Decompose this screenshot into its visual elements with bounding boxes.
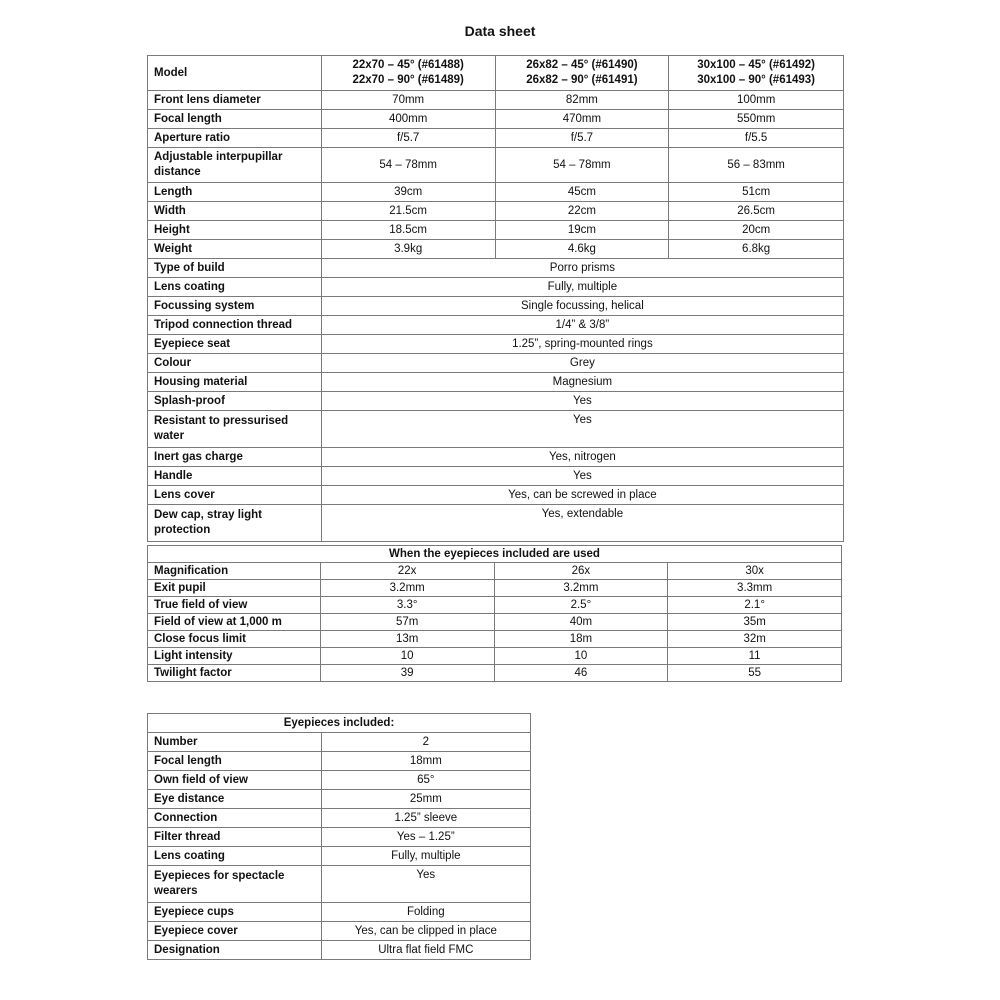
cell: 3.3mm [668, 580, 842, 597]
cell: Fully, multiple [321, 847, 530, 866]
cell: Yes [321, 411, 843, 448]
cell: Magnesium [321, 373, 843, 392]
table-row [148, 448, 844, 467]
cell: Yes, can be clipped in place [321, 922, 530, 941]
row-label: Lens coating [148, 278, 322, 297]
table-header-row [148, 714, 531, 733]
table-row [148, 941, 531, 960]
cell: Folding [321, 903, 530, 922]
row-label: Length [148, 183, 322, 202]
table-row [148, 335, 844, 354]
cell: 32m [668, 631, 842, 648]
row-label: Type of build [148, 259, 322, 278]
row-label: Eyepiece cups [148, 903, 322, 922]
table-row [148, 771, 531, 790]
table-row [148, 297, 844, 316]
cell: f/5.7 [321, 129, 495, 148]
model-cell: 22x70 – 45° (#61488) 22x70 – 90° (#61489) [321, 56, 495, 91]
row-label: Colour [148, 354, 322, 373]
table-row [148, 563, 842, 580]
cell: 26x [494, 563, 668, 580]
table-row [148, 597, 842, 614]
cell: 40m [494, 614, 668, 631]
table-row [148, 665, 842, 682]
cell: 39 [320, 665, 494, 682]
table-row [148, 809, 531, 828]
cell: 70mm [321, 91, 495, 110]
cell: Porro prisms [321, 259, 843, 278]
table-row [148, 752, 531, 771]
cell: 10 [494, 648, 668, 665]
row-label: Weight [148, 240, 322, 259]
model-cell: 26x82 – 45° (#61490) 26x82 – 90° (#61491) [495, 56, 669, 91]
row-label: Number [148, 733, 322, 752]
table-header: Eyepieces included: [148, 714, 531, 733]
row-label: Twilight factor [148, 665, 321, 682]
table-row [148, 56, 844, 91]
page-title: Data sheet [464, 23, 536, 39]
cell: 22x [320, 563, 494, 580]
cell: 11 [668, 648, 842, 665]
cell: 2.5° [494, 597, 668, 614]
cell: 3.2mm [320, 580, 494, 597]
cell: 4.6kg [495, 240, 669, 259]
cell: 54 – 78mm [321, 148, 495, 183]
row-label: Tripod connection thread [148, 316, 322, 335]
cell: 20cm [669, 221, 844, 240]
cell: 39cm [321, 183, 495, 202]
row-label: Adjustable interpupillar distance [148, 148, 322, 183]
cell: 21.5cm [321, 202, 495, 221]
table-row [148, 648, 842, 665]
cell: 18.5cm [321, 221, 495, 240]
cell: 82mm [495, 91, 669, 110]
row-label: Eyepieces for spectacle wearers [148, 866, 322, 903]
cell: f/5.7 [495, 129, 669, 148]
cell: Yes, can be screwed in place [321, 486, 843, 505]
eyepieces-table [147, 713, 531, 960]
table-row [148, 733, 531, 752]
table-row [148, 278, 844, 297]
cell: 2.1° [668, 597, 842, 614]
row-label: Connection [148, 809, 322, 828]
table-row [148, 316, 844, 335]
row-label: Field of view at 1,000 m [148, 614, 321, 631]
cell: 1.25” sleeve [321, 809, 530, 828]
table-row [148, 259, 844, 278]
cell: Yes [321, 467, 843, 486]
row-label: Aperture ratio [148, 129, 322, 148]
cell: 1/4” & 3/8” [321, 316, 843, 335]
cell: 13m [320, 631, 494, 648]
table-row [148, 202, 844, 221]
cell: 6.8kg [669, 240, 844, 259]
cell: 400mm [321, 110, 495, 129]
cell: 3.9kg [321, 240, 495, 259]
row-label: Exit pupil [148, 580, 321, 597]
row-label: Filter thread [148, 828, 322, 847]
table-row [148, 240, 844, 259]
table-header: When the eyepieces included are used [148, 546, 842, 563]
cell: 45cm [495, 183, 669, 202]
row-label: Handle [148, 467, 322, 486]
cell: 55 [668, 665, 842, 682]
cell: 550mm [669, 110, 844, 129]
row-label: Designation [148, 941, 322, 960]
row-label: Height [148, 221, 322, 240]
cell: 100mm [669, 91, 844, 110]
cell: 57m [320, 614, 494, 631]
row-label: Eye distance [148, 790, 322, 809]
cell: Yes [321, 392, 843, 411]
cell: 1.25”, spring-mounted rings [321, 335, 843, 354]
table-row [148, 467, 844, 486]
cell: Yes [321, 866, 530, 903]
row-label: Front lens diameter [148, 91, 322, 110]
row-label: Eyepiece seat [148, 335, 322, 354]
table-row [148, 221, 844, 240]
cell: 35m [668, 614, 842, 631]
row-label: Housing material [148, 373, 322, 392]
cell: 26.5cm [669, 202, 844, 221]
cell: 56 – 83mm [669, 148, 844, 183]
cell: Yes, extendable [321, 505, 843, 542]
table-row [148, 847, 531, 866]
table-row [148, 392, 844, 411]
cell: 54 – 78mm [495, 148, 669, 183]
row-label: Inert gas charge [148, 448, 322, 467]
row-label: Magnification [148, 563, 321, 580]
cell: Grey [321, 354, 843, 373]
table-row [148, 183, 844, 202]
table-row [148, 580, 842, 597]
cell: f/5.5 [669, 129, 844, 148]
table-row [148, 354, 844, 373]
cell: Yes – 1.25” [321, 828, 530, 847]
cell: 65° [321, 771, 530, 790]
cell: Ultra flat field FMC [321, 941, 530, 960]
table-row [148, 91, 844, 110]
cell: Yes, nitrogen [321, 448, 843, 467]
table-row [148, 110, 844, 129]
cell: 18mm [321, 752, 530, 771]
row-label: Eyepiece cover [148, 922, 322, 941]
cell: 25mm [321, 790, 530, 809]
table-row [148, 790, 531, 809]
row-label: Dew cap, stray light protection [148, 505, 322, 542]
row-label: Focal length [148, 752, 322, 771]
model-cell: 30x100 – 45° (#61492) 30x100 – 90° (#61493) [669, 56, 844, 91]
cell: 3.2mm [494, 580, 668, 597]
cell: 46 [494, 665, 668, 682]
cell: 10 [320, 648, 494, 665]
table-row [148, 129, 844, 148]
row-label: Resistant to pressurised water [148, 411, 322, 448]
cell: 2 [321, 733, 530, 752]
row-label: Close focus limit [148, 631, 321, 648]
row-label: Model [148, 56, 322, 91]
cell: 51cm [669, 183, 844, 202]
row-label: Own field of view [148, 771, 322, 790]
row-label: True field of view [148, 597, 321, 614]
row-label: Lens cover [148, 486, 322, 505]
table-row [148, 631, 842, 648]
table-row [148, 614, 842, 631]
table-row [148, 486, 844, 505]
table-row [148, 922, 531, 941]
cell: 18m [494, 631, 668, 648]
cell: 3.3° [320, 597, 494, 614]
table-row [148, 373, 844, 392]
cell: 30x [668, 563, 842, 580]
cell: Fully, multiple [321, 278, 843, 297]
specs-table [147, 55, 844, 542]
table-row [148, 148, 844, 183]
table-row [148, 866, 531, 903]
table-header-row [148, 546, 842, 563]
table-row [148, 903, 531, 922]
row-label: Focal length [148, 110, 322, 129]
table-row [148, 505, 844, 542]
table-row [148, 828, 531, 847]
table-row [148, 411, 844, 448]
row-label: Width [148, 202, 322, 221]
cell: 19cm [495, 221, 669, 240]
row-label: Lens coating [148, 847, 322, 866]
cell: 22cm [495, 202, 669, 221]
cell: 470mm [495, 110, 669, 129]
eyepiece-use-table [147, 545, 842, 682]
row-label: Focussing system [148, 297, 322, 316]
row-label: Light intensity [148, 648, 321, 665]
row-label: Splash-proof [148, 392, 322, 411]
cell: Single focussing, helical [321, 297, 843, 316]
